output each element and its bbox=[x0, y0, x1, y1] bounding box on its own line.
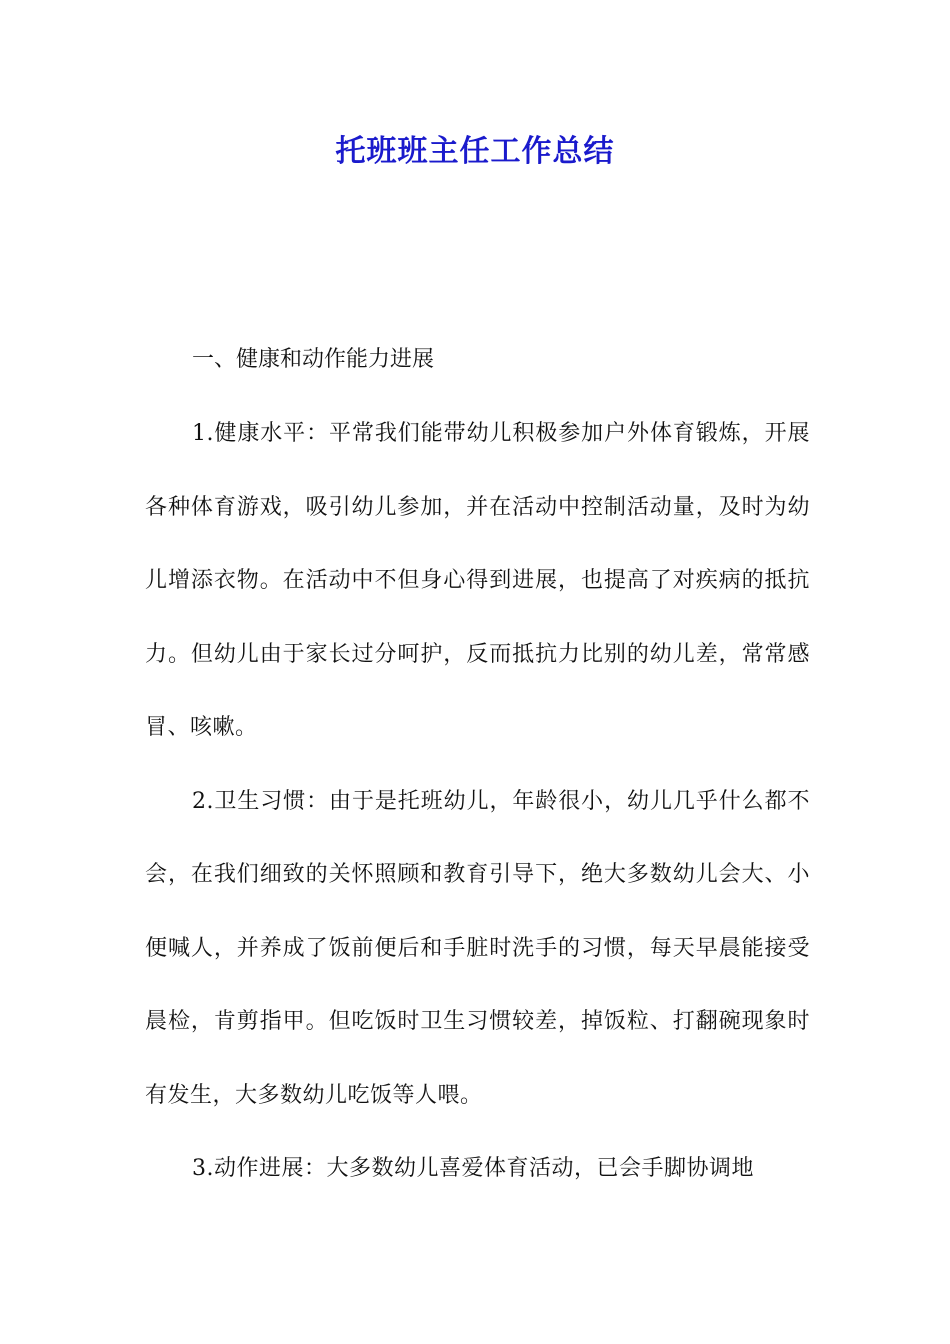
paragraph-health-level: 1.健康水平：平常我们能带幼儿积极参加户外体育锻炼，开展各种体育游戏，吸引幼儿参加，并在活动中控制活动量，及时为幼儿增添衣物。在活动中不但身心得到进展，也提高了对疾病的抵抗力。但幼儿由于家长过分呵护，反而抵抗力比别的幼儿差，常常感冒、咳嗽。 bbox=[145, 421, 810, 740]
paragraph-motor-development: 3.动作进展：大多数幼儿喜爱体育活动，已会手脚协调地 bbox=[192, 1156, 754, 1181]
document-title: 托班班主任工作总结 bbox=[335, 134, 615, 169]
paragraph-hygiene-habits: 2.卫生习惯：由于是托班幼儿，年龄很小，幼儿几乎什么都不会，在我们细致的关怀照顾和教育引导下，绝大多数幼儿会大、小便喊人，并养成了饭前便后和手脏时洗手的习惯，每天早晨能接受晨检，肯剪指甲。但吃饭时卫生习惯较差，掉饭粒、打翻碗现象时有发生，大多数幼儿吃饭等人喂。 bbox=[145, 788, 810, 1108]
section-heading: 一、健康和动作能力进展 bbox=[192, 347, 435, 372]
document-body bbox=[145, 335, 810, 1206]
